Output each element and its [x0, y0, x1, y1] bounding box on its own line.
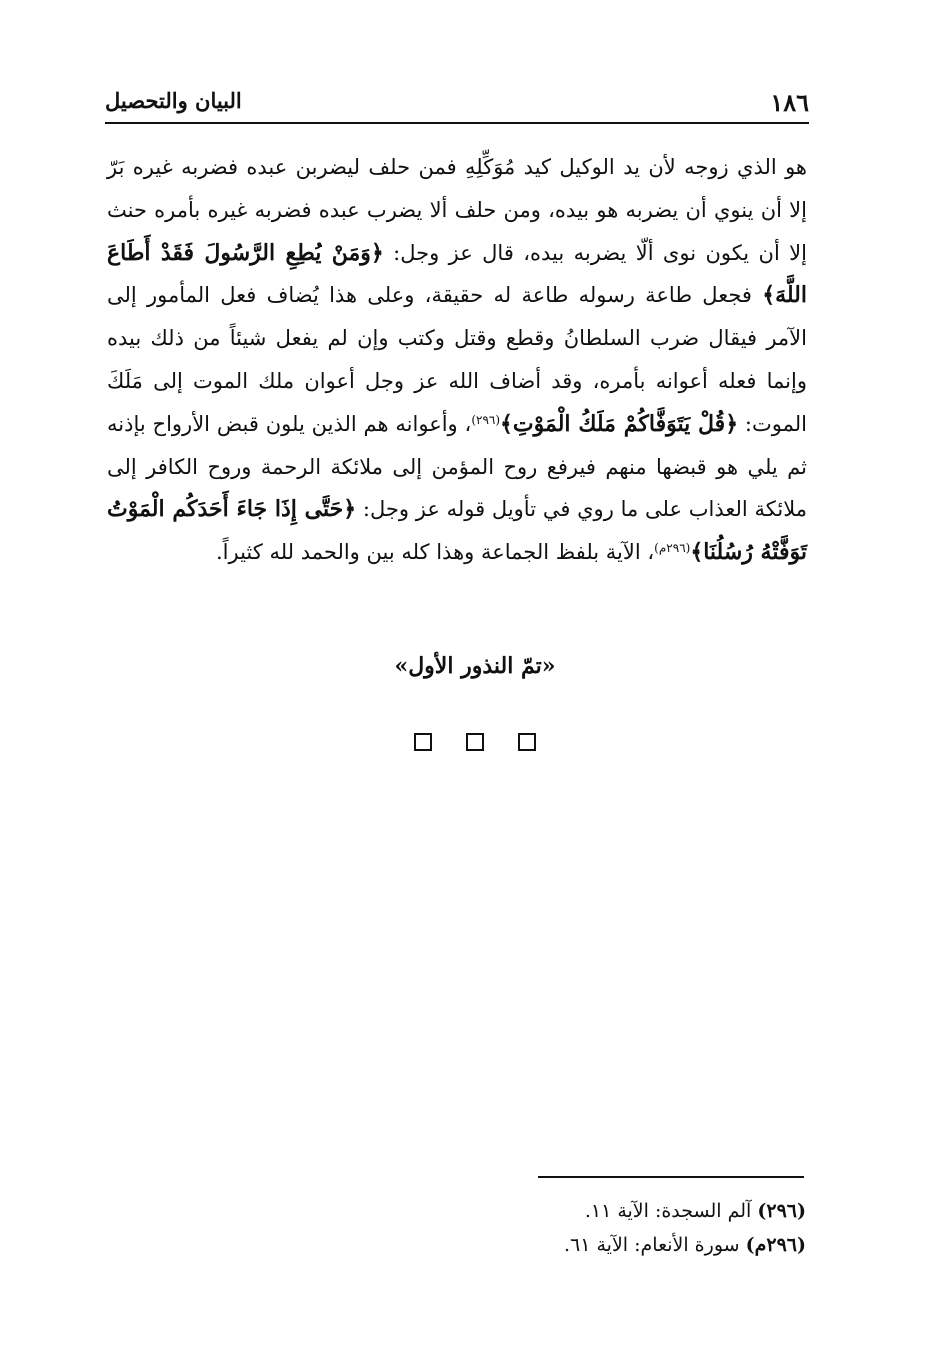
footnote-number: (٢٩٦)	[757, 1200, 806, 1222]
closing-line: «تمّ النذور الأول»	[394, 653, 556, 679]
footnote	[430, 1194, 806, 1228]
main-paragraph	[107, 146, 807, 574]
footnote-rule	[538, 1176, 804, 1178]
footnote-ref-2: (٢٩٦م)	[654, 541, 691, 556]
page-header	[105, 80, 809, 122]
footnote	[430, 1228, 806, 1262]
text-segment-2: فجعل طاعة رسوله طاعة له حقيقة، وعلى هذا يُضاف فعل المأمور إلى الآمر فيقال ضرب السلطانُ وقطع وقتل وكتب وإن لم يفعل شيئاً من ذلك بيده وإنما فعله أعوانه بأمره، وقد أضاف الله عز وجل أعوان ملك الموت إلى مَلَكَ الموت:	[107, 283, 807, 436]
text-segment-4: ، الآية بلفظ الجماعة وهذا كله بين والحمد لله كثيراً.	[216, 540, 655, 565]
body-text	[107, 146, 807, 574]
header-rule	[105, 122, 809, 124]
square-icon	[414, 733, 432, 751]
square-icon	[466, 733, 484, 751]
page-number: ١٨٦	[770, 88, 809, 117]
footnote-text: آلم السجدة: الآية ١١.	[584, 1200, 752, 1222]
text-segment-3: ، وأعوانه هم الذين يلون قبض الأرواح بإذنه ثم يلي هو قبضها منهم فيرفع روح المؤمن إلى ملائكة الرحمة وروح الكافر إلى ملائكة العذاب على ما روي في تأويل قوله عز وجل:	[107, 411, 807, 522]
square-icon	[518, 733, 536, 751]
text-segment-1: هو الذي زوجه لأن يد الوكيل كيد مُوَكِّلِهِ فمن حلف ليضربن عبده فضربه غيره بَرّ إلا أن ينوي أن يضربه هو بيده، ومن حلف ألا يضرب عبده فضربه غيره بأمره حنث إلا أن يكون نوى ألّا يضربه بيده، قال عز وجل:	[107, 155, 807, 265]
quran-quote-2: ﴿قُلْ يَتَوَفَّاكُمْ مَلَكُ الْمَوْتِ﴾	[500, 410, 739, 437]
quran-quote-3: ﴿حَتَّى إِذَا جَاءَ أَحَدَكُم الْمَوْتُ تَوَفَّتْهُ رُسُلُنَا﴾	[107, 496, 807, 566]
footnotes	[430, 1194, 806, 1262]
section-ornament	[0, 733, 950, 751]
footnote-text: سورة الأنعام: الآية ٦١.	[563, 1234, 740, 1256]
footnote-number: (٢٩٦م)	[745, 1234, 806, 1256]
running-title: البيان والتحصيل	[105, 88, 242, 113]
footnote-ref-1: (٢٩٦)	[471, 412, 501, 427]
quran-quote-1: ﴿وَمَنْ يُطِعِ الرَّسُولَ فَقَدْ أَطَاعَ اللَّهَ﴾	[107, 239, 807, 309]
